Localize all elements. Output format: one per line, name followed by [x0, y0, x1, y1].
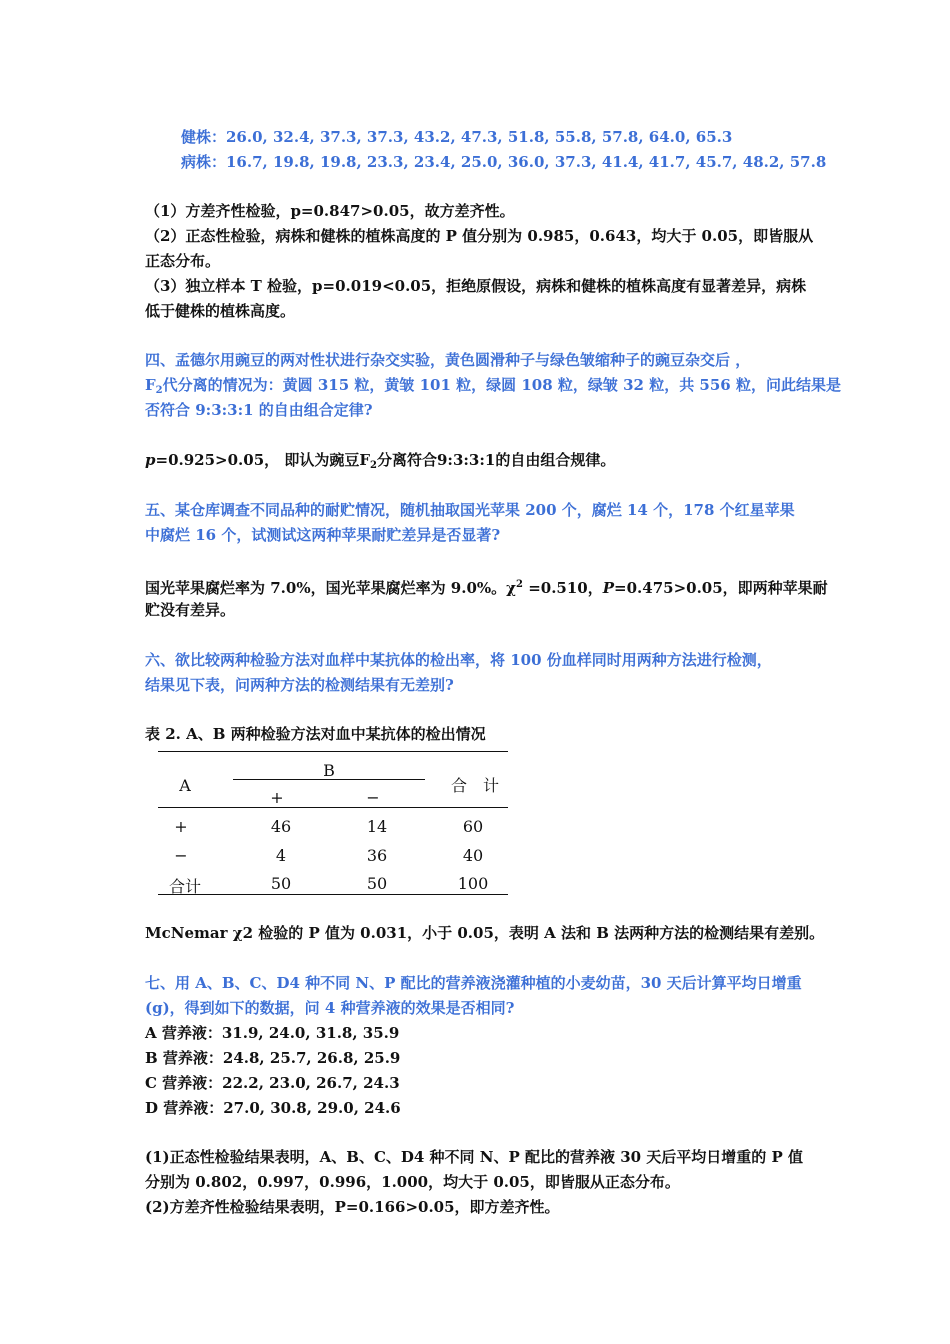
subheader-plus: + [270, 788, 284, 807]
row1-b-minus: 14 [366, 817, 388, 836]
question5-line1: 五、某仓库调查不同品种的耐贮情况，随机抽取国光苹果 200 个，腐烂 14 个，178 个红星苹果 [145, 501, 795, 519]
question4-line2: $F_2$代分离的情况为：黄圆 315 粒，黄皱 101 粒，绿圆 108 粒，绿皱 32 粒，共 556 粒，问此结果是 [145, 376, 841, 396]
question6-line2: 结果见下表，问两种方法的检测结果有无差别? [145, 676, 454, 694]
answer3-line3: 正态分布。 [145, 252, 221, 270]
answer7-line3: (2)方差齐性检验结果表明，P=0.166>0.05，即方差齐性。 [145, 1198, 560, 1216]
row2-total: 40 [462, 846, 484, 865]
row1-label: + [174, 817, 188, 836]
question7-line2: (g)，得到如下的数据，问 4 种营养液的效果是否相同? [145, 999, 515, 1017]
answer5-line2: 贮没有差异。 [145, 601, 236, 619]
nutrient-b-data: B 营养液：24.8, 25.7, 26.8, 25.9 [145, 1049, 401, 1067]
table-header-rule [158, 807, 508, 808]
question7-line1: 七、用 A、B、C、D4 种不同 N、P 配比的营养液浇灌种植的小麦幼苗，30 天后计算平均日增重 [145, 974, 802, 992]
row2-label: − [174, 846, 188, 865]
diseased-data-line: 病株：16.7, 19.8, 19.8, 23.3, 23.4, 25.0, 36.0, 37.3, 41.4, 41.7, 45.7, 48.2, 57.8 [181, 153, 827, 171]
row1-total: 60 [462, 817, 484, 836]
answer4-line: p=0.925>0.05， 即认为豌豆$F_2$分离符合9:3:3:1的自由组合规律。 [145, 451, 616, 471]
answer6-line: McNemar χ2 检验的 P 值为 0.031，小于 0.05，表明 A 法和 B 法两种方法的检测结果有差别。 [145, 924, 825, 942]
question4-line3: 否符合 9:3:3:1 的自由组合定律? [145, 401, 373, 419]
nutrient-d-data: D 营养液：27.0, 30.8, 29.0, 24.6 [145, 1099, 401, 1117]
row2-b-minus: 36 [366, 846, 388, 865]
table-top-rule [158, 751, 508, 752]
row2-b-plus: 4 [275, 846, 287, 865]
answer3-line2: （2）正态性检验，病株和健株的植株高度的 P 值分别为 0.985，0.643，均大于 0.05，即皆服从 [145, 227, 814, 245]
question5-line2: 中腐烂 16 个，试测试这两种苹果耐贮差异是否显著? [145, 526, 501, 544]
answer3-line1: （1）方差齐性检验，p=0.847>0.05，故方差齐性。 [145, 202, 515, 220]
row3-total: 100 [457, 874, 489, 893]
table-caption: 表 2. A、B 两种检验方法对血中某抗体的检出情况 [145, 725, 486, 743]
answer7-line1: (1)正态性检验结果表明，A、B、C、D4 种不同 N、P 配比的营养液 30 天后平均日增重的 P 值 [145, 1148, 804, 1166]
answer7-line2: 分别为 0.802，0.997，0.996，1.000，均大于 0.05，即皆服从正态分布。 [145, 1173, 680, 1191]
row3-b-plus: 50 [270, 874, 292, 893]
row1-b-plus: 46 [270, 817, 292, 836]
row3-label: 合计 [168, 877, 201, 896]
subheader-minus: − [366, 788, 380, 807]
nutrient-a-data: A 营养液：31.9, 24.0, 31.8, 35.9 [145, 1024, 400, 1042]
healthy-data-line: 健株：26.0, 32.4, 37.3, 37.3, 43.2, 47.3, 51.8, 55.8, 57.8, 64.0, 65.3 [181, 128, 733, 146]
header-total: 合 计 [450, 776, 499, 795]
question4-line1: 四、孟德尔用豌豆的两对性状进行杂交实验，黄色圆滑种子与绿色皱缩种子的豌豆杂交后 ， [145, 351, 751, 369]
answer3-line4: （3）独立样本 T 检验，p=0.019<0.05，拒绝原假设，病株和健株的植株高度有显著差异，病株 [145, 277, 807, 295]
answer3-line5: 低于健株的植株高度。 [145, 302, 296, 320]
nutrient-c-data: C 营养液：22.2, 23.0, 26.7, 24.3 [145, 1074, 400, 1092]
question6-line1: 六、欲比较两种检验方法对血样中某抗体的检出率，将 100 份血样同时用两种方法进行检测， [145, 651, 772, 669]
row3-b-minus: 50 [366, 874, 388, 893]
header-a: A [179, 776, 191, 795]
header-b: B [323, 761, 335, 780]
detection-table [145, 745, 515, 905]
answer5-line1: 国光苹果腐烂率为 7.0%，国光苹果腐烂率为 9.0%。$\chi^2 =0.510$，P=0.475>0.05，即两种苹果耐 [145, 579, 828, 597]
